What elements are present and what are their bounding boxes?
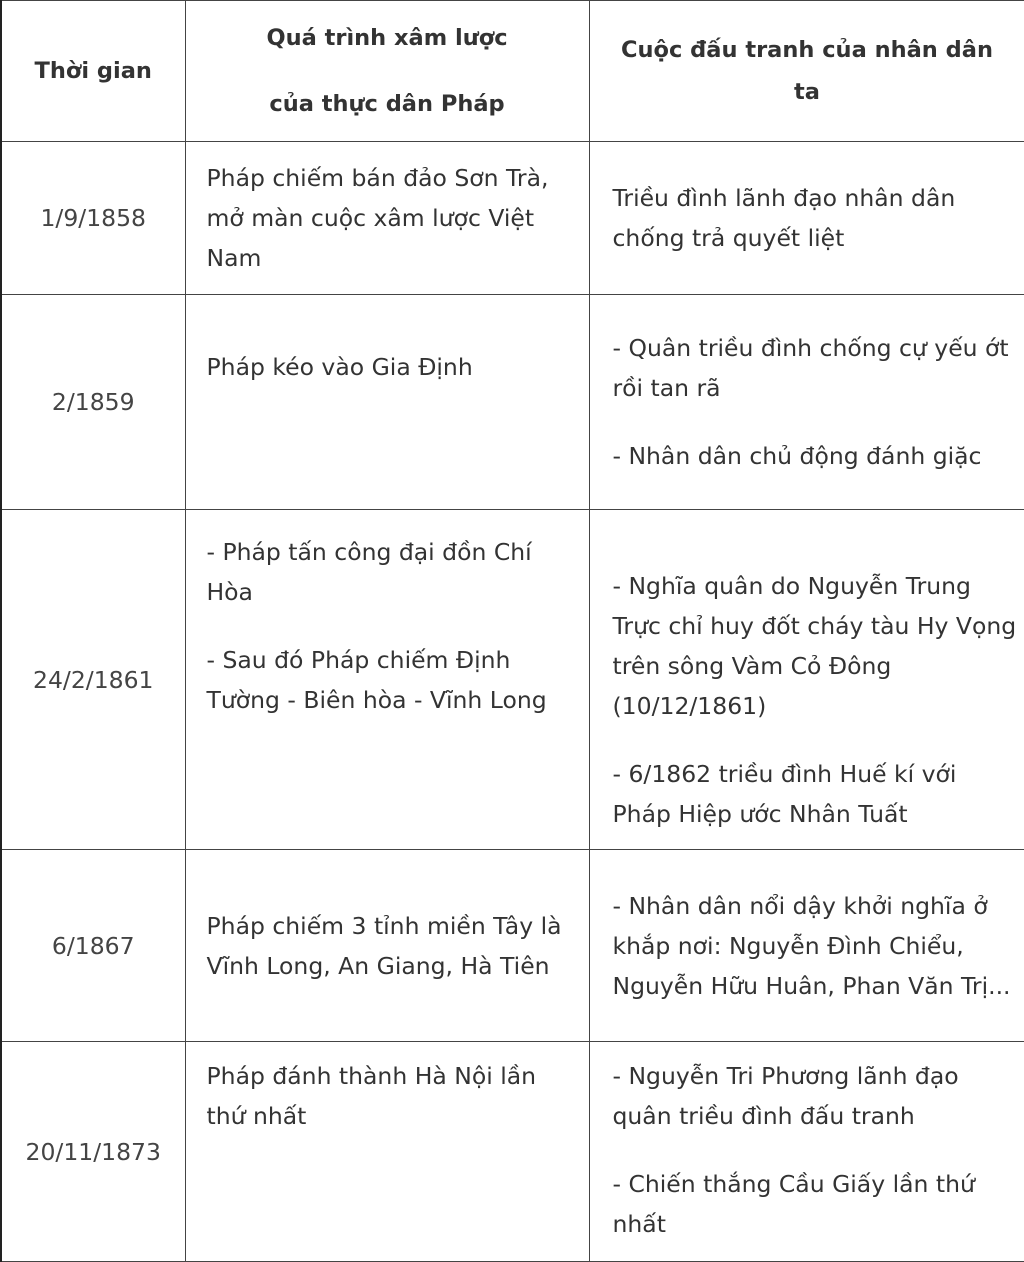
invasion-cell xyxy=(185,850,589,1042)
time-cell: 2/1859 xyxy=(1,295,185,510)
invasion-item: Pháp chiếm 3 tỉnh miền Tây là Vĩnh Long, An Giang, Hà Tiên xyxy=(206,911,562,980)
time-cell: 20/11/1873 xyxy=(1,1042,185,1262)
invasion-item: - Sau đó Pháp chiếm Định Tường - Biên hòa - Vĩnh Long xyxy=(206,646,547,714)
invasion-item: Pháp chiếm bán đảo Sơn Trà, mở màn cuộc xâm lược Việt Nam xyxy=(206,164,549,272)
struggle-cell xyxy=(589,850,1024,1042)
table-row xyxy=(1,1042,1024,1262)
header-invasion-line1: Quá trình xâm lược xyxy=(266,25,508,51)
struggle-cell xyxy=(589,142,1024,295)
invasion-item: - Pháp tấn công đại đồn Chí Hòa xyxy=(206,538,532,606)
time-cell: 24/2/1861 xyxy=(1,510,185,850)
struggle-item: - Nguyễn Tri Phương lãnh đạo quân triều đình đấu tranh xyxy=(612,1062,959,1130)
struggle-item: - Chiến thắng Cầu Giấy lần thứ nhất xyxy=(612,1170,975,1238)
struggle-item: - Nghĩa quân do Nguyễn Trung Trực chỉ huy đốt cháy tàu Hy Vọng trên sông Vàm Cỏ Đông (10/12/1861) xyxy=(612,571,1017,720)
invasion-cell xyxy=(185,510,589,850)
struggle-cell xyxy=(589,510,1024,850)
struggle-item: - Quân triều đình chống cự yếu ớt rồi tan rã xyxy=(612,334,1009,402)
invasion-cell xyxy=(185,142,589,295)
invasion-cell xyxy=(185,295,589,510)
struggle-item: - Nhân dân chủ động đánh giặc xyxy=(612,442,982,470)
struggle-cell xyxy=(589,295,1024,510)
header-invasion-line2: của thực dân Pháp xyxy=(269,91,505,117)
header-time: Thời gian xyxy=(1,1,185,142)
struggle-item: - 6/1862 triều đình Huế kí với Pháp Hiệp ước Nhân Tuất xyxy=(612,759,957,828)
invasion-item: Pháp đánh thành Hà Nội lần thứ nhất xyxy=(206,1062,537,1130)
struggle-item: Triều đình lãnh đạo nhân dân chống trả quyết liệt xyxy=(612,184,956,252)
struggle-item: - Nhân dân nổi dậy khởi nghĩa ở khắp nơi: Nguyễn Đình Chiểu, Nguyễn Hữu Huân, Phan Văn Trị... xyxy=(612,891,1011,1000)
struggle-cell xyxy=(589,1042,1024,1262)
table-row xyxy=(1,295,1024,510)
invasion-item: Pháp kéo vào Gia Định xyxy=(206,353,473,381)
table-row xyxy=(1,142,1024,295)
invasion-cell xyxy=(185,1042,589,1262)
time-cell: 6/1867 xyxy=(1,850,185,1042)
header-row xyxy=(1,1,1024,142)
time-cell: 1/9/1858 xyxy=(1,142,185,295)
header-struggle: Cuộc đấu tranh của nhân dân ta xyxy=(589,1,1024,142)
header-invasion xyxy=(185,1,589,142)
table-row xyxy=(1,510,1024,850)
table-row xyxy=(1,850,1024,1042)
